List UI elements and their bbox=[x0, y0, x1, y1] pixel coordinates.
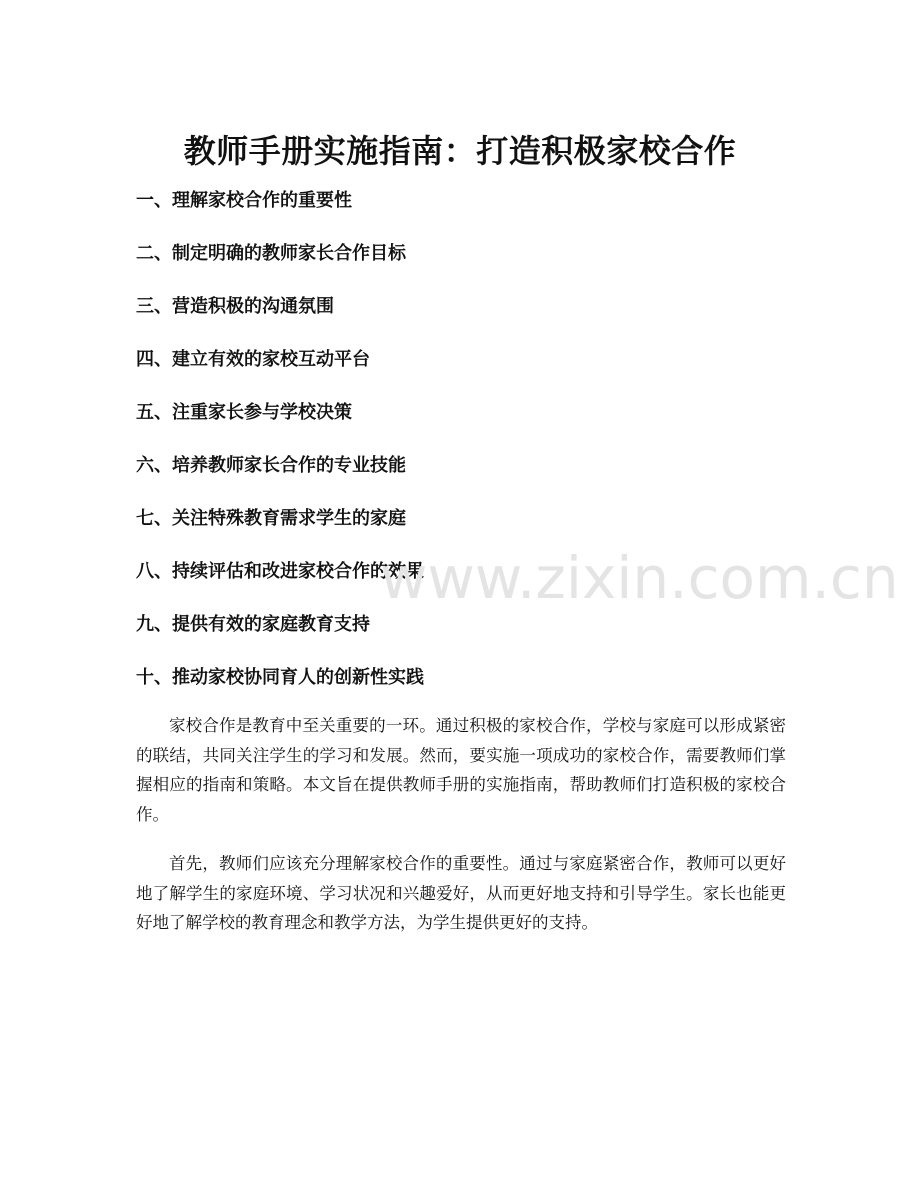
section-heading-4: 四、建立有效的家校互动平台 bbox=[136, 349, 370, 370]
section-heading-1: 一、理解家校合作的重要性 bbox=[136, 190, 352, 211]
section-heading-3: 三、营造积极的沟通氛围 bbox=[136, 296, 334, 317]
section-heading-5: 五、注重家长参与学校决策 bbox=[136, 402, 352, 423]
section-heading-8: 八、持续评估和改进家校合作的效果 bbox=[136, 561, 424, 582]
document-title: 教师手册实施指南：打造积极家校合作 bbox=[183, 132, 737, 171]
section-heading-6: 六、培养教师家长合作的专业技能 bbox=[136, 455, 406, 476]
section-outline bbox=[136, 186, 424, 716]
section-heading-10: 十、推动家校协同育人的创新性实践 bbox=[136, 667, 424, 688]
paragraph-intro: 家校合作是教育中至关重要的一环。通过积极的家校合作，学校与家庭可以形成紧密的联结，共同关注学生的学习和发展。然而，要实施一项成功的家校合作，需要教师们掌握相应的指南和策略。本文旨在提供教师手册的实施指南，帮助教师们打造积极的家校合作。 bbox=[136, 716, 786, 824]
paragraph-first: 首先，教师们应该充分理解家校合作的重要性。通过与家庭紧密合作，教师可以更好地了解学生的家庭环境、学习状况和兴趣爱好，从而更好地支持和引导学生。家长也能更好地了解学校的教育理念和教学方法，为学生提供更好的支持。 bbox=[136, 854, 786, 932]
body-text bbox=[136, 711, 786, 958]
section-heading-2: 二、制定明确的教师家长合作目标 bbox=[136, 243, 406, 264]
section-heading-7: 七、关注特殊教育需求学生的家庭 bbox=[136, 508, 406, 529]
section-heading-9: 九、提供有效的家庭教育支持 bbox=[136, 614, 370, 635]
watermark-text: www.zixin.com.cn bbox=[380, 544, 899, 612]
